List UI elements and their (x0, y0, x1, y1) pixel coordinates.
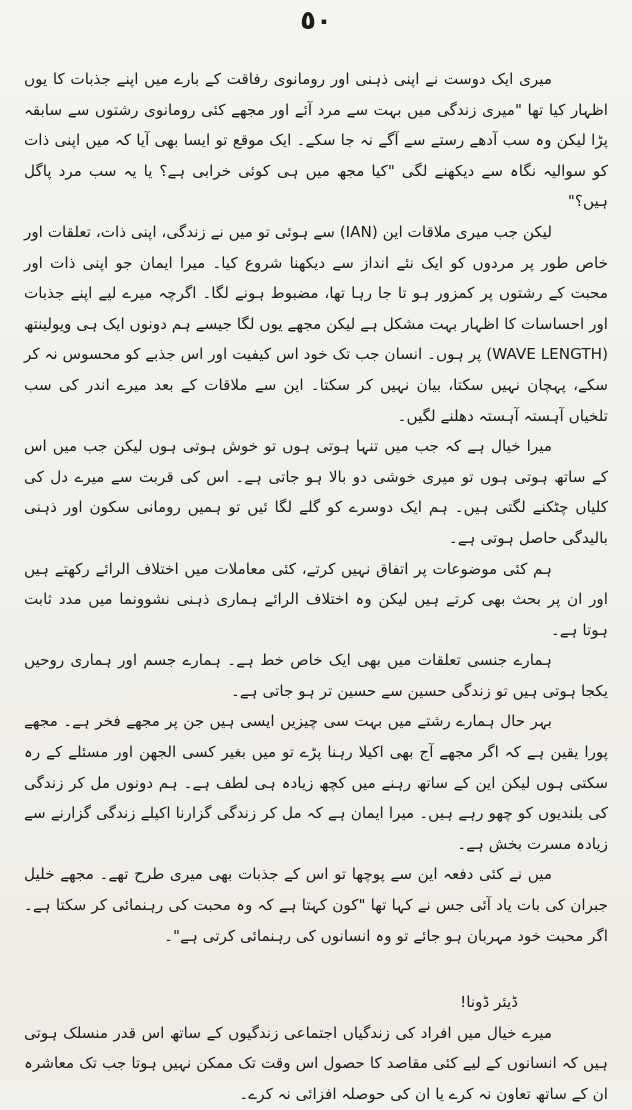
paragraph-5: ہمارے جنسی تعلقات میں بھی ایک خاص خط ہے۔ ہمارے جسم اور ہماری روحیں یکجا ہوتی ہیں تو زندگی حسین سے حسین تر ہو جاتی ہے۔ (24, 651, 608, 700)
closing-paragraph: میرے خیال میں افراد کی زندگیاں اجتماعی زندگیوں کے ساتھ اس قدر منسلک ہوتی ہیں کہ انسانوں کے لیے کئی مقاصد کا حصول اس وقت تک ممکن نہیں ہوتا جب تک معاشرہ ان کے ساتھ تعاون نہ کرے یا ان کی حوصلہ افزائی نہ کرے۔ (24, 1023, 608, 1103)
letter-salutation: ڈیئر ڈونا! (460, 993, 518, 1012)
paragraph-6: بہر حال ہمارے رشتے میں بہت سی چیزیں ایسی ہیں جن پر مجھے فخر ہے۔ مجھے پورا یقین ہے کہ اگر مجھے آج بھی اکیلا رہنا پڑے تو میں بغیر کسی الجھن اور مسئلے کے رہ سکتی ہوں لیکن این کے ساتھ رہنے میں کچھ زیادہ ہی لطف ہے۔ ہم دونوں مل کر زندگی کی بلندیوں کو چھو رہے ہیں۔ میرا ایمان ہے کہ مل کر زندگی گزارنا اکیلے زندگی گزارنے سے زیادہ مسرت بخش ہے۔ (24, 712, 608, 853)
page-number: ٥٠ (300, 6, 332, 36)
paragraph-4: ہم کئی موضوعات پر اتفاق نہیں کرتے، کئی معاملات میں اختلاف الرائے رکھتے ہیں اور ان پر بحث بھی کرتے ہیں لیکن وہ اختلاف الرائے ہماری ذہنی نشوونما میں مدد ثابت ہوتا ہے۔ (24, 559, 608, 639)
paragraph-2: لیکن جب میری ملاقات این (IAN) سے ہوئی تو میں نے زندگی، اپنی ذات، تعلقات اور خاص طور پر مردوں کو ایک نئے انداز سے دیکھنا شروع کیا۔ میرا ایمان جو اپنی ذات اور محبت کے رشتوں پر کمزور ہو تا جا رہا تھا، مضبوط ہونے لگا۔ اگرچہ میرے لیے اپنے جذبات اور احساسات کا اظہار بہت مشکل ہے لیکن مجھے یوں لگا جیسے ہم دونوں ایک ہی ویولینتھ (WAVE LENGTH) پر ہوں۔ انسان جب تک خود اس کیفیت اور اس جذبے کو محسوس نہ کر سکے، پہچان نہیں سکتا، بیان نہیں کر سکتا۔ این سے ملاقات کے بعد میرے اندر کی سب تلخیاں آہستہ آہستہ دھلنے لگیں۔ (24, 222, 608, 425)
page-body (24, 64, 608, 1110)
section-gap (24, 951, 608, 987)
paragraph-1: میری ایک دوست نے اپنی ذہنی اور رومانوی رفاقت کے بارے میں اپنے جذبات کا یوں اظہار کیا تھا "میری زندگی میں بہت سے مرد آئے اور مجھے کئی رومانوی رشتوں سے سابقہ پڑا لیکن وہ سب آدھے رستے سے آگے نہ جا سکے۔ ایک موقع تو ایسا بھی آیا کہ میں اپنی ذات کو سوالیہ نگاہ سے دیکھنے لگی "کیا مجھ میں ہی کوئی خرابی ہے؟ یا یہ سب مرد پاگل ہیں؟" (24, 70, 608, 211)
paragraph-7: میں نے کئی دفعہ این سے پوچھا تو اس کے جذبات بھی میری طرح تھے۔ مجھے خلیل جبران کی بات یاد آئی جس نے کہا تھا "کون کہتا ہے کہ وہ محبت کی رہنمائی کر سکتا ہے۔ اگر محبت خود مہربان ہو جائے تو وہ انسانوں کی رہنمائی کرتی ہے"۔ (24, 865, 608, 945)
paragraph-3: میرا خیال ہے کہ جب میں تنہا ہوتی ہوں تو خوش ہوتی ہوں لیکن جب میں اس کے ساتھ ہوتی ہوں تو میری خوشی دو بالا ہو جاتی ہے۔ اس کی قربت سے میرے دل کی کلیاں چٹکنے لگتی ہیں۔ ہم ایک دوسرے کو گلے لگا ئیں تو ہمیں رومانی سکون اور ذہنی بالیدگی حاصل ہوتی ہے۔ (24, 437, 608, 547)
